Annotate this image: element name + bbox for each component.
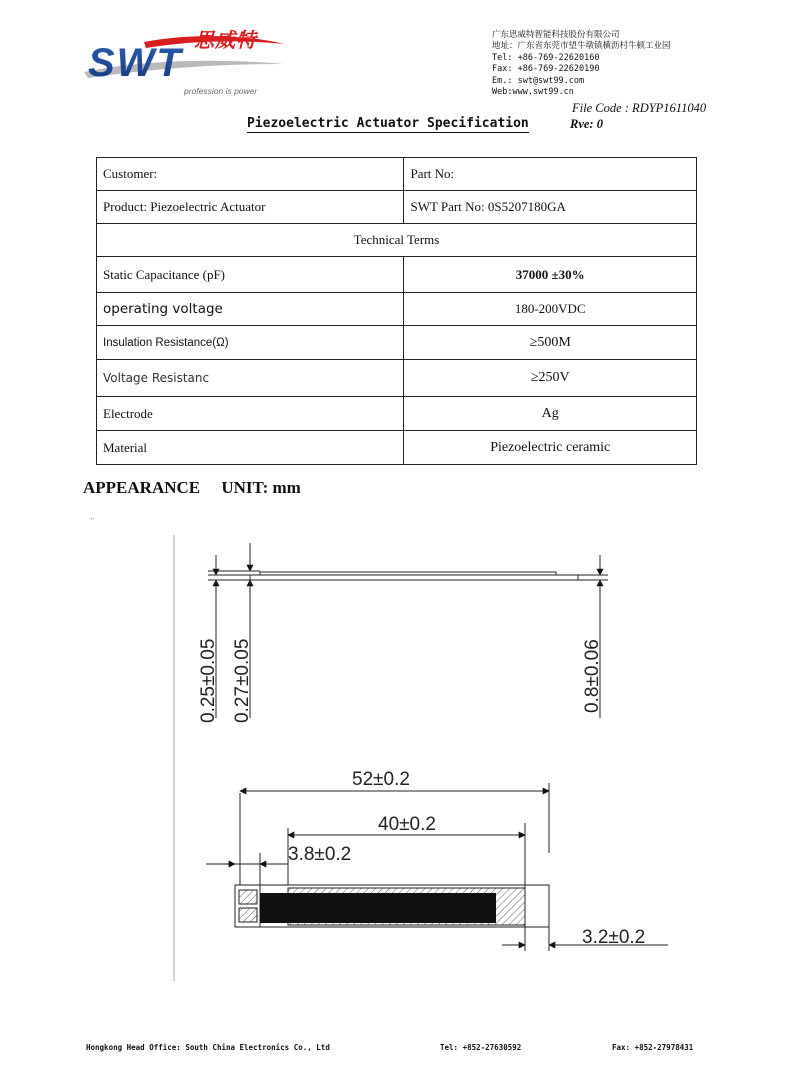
customer-label: Customer: (97, 158, 404, 191)
row-value: ≥500M (404, 326, 697, 360)
row-value: Piezoelectric ceramic (404, 431, 697, 465)
company-contact-block (492, 30, 671, 98)
table-row (97, 431, 697, 465)
company-web: Web:www.swt99.cn (492, 87, 574, 98)
dim-thickness-b: 0.27±0.05 (232, 638, 253, 723)
logo-letters: SWT (88, 41, 183, 85)
specification-table (96, 157, 697, 465)
top-view (206, 769, 668, 951)
dim-length-total: 52±0.2 (352, 769, 410, 790)
dim-end-thickness: 0.8±0.06 (582, 639, 603, 713)
footer-office: Hongkong Head Office: South China Electronics Co., Ltd (86, 1043, 330, 1052)
row-label: Static Capacitance (pF) (97, 257, 404, 293)
company-email: Em.: swt@swt99.com (492, 75, 585, 86)
file-code: File Code : RDYP1611040 (572, 101, 707, 115)
row-label: Voltage Resistanc (97, 360, 404, 397)
dimension-drawing (172, 533, 702, 983)
table-row (97, 326, 697, 360)
row-label: Material (97, 431, 404, 465)
row-value: 180-200VDC (404, 293, 697, 326)
dim-offset: 3.8±0.2 (288, 844, 352, 865)
footer-tel: Tel: +852-27630592 (440, 1043, 522, 1052)
dim-end-gap: 3.2±0.2 (582, 927, 646, 948)
company-address: 地址：广东省东莞市望牛墩镇横沥村牛顿工业园 (492, 41, 671, 52)
table-row (97, 224, 697, 257)
logo-tagline: profession is power (184, 86, 258, 96)
table-row (97, 293, 697, 326)
small-mark: " (91, 517, 94, 525)
footer-fax: Fax: +852-27978431 (612, 1043, 694, 1052)
revision: Rve: 0 (570, 117, 603, 131)
technical-terms-header: Technical Terms (97, 224, 697, 257)
row-value: ≥250V (404, 360, 697, 397)
dim-length-active: 40±0.2 (378, 814, 436, 835)
row-label: operating voltage (97, 293, 404, 326)
company-fax: Fax: +86-769-22620190 (492, 64, 600, 75)
table-row (97, 360, 697, 397)
company-logo (84, 24, 289, 100)
row-label: Insulation Resistance(Ω) (97, 326, 404, 360)
company-name: 广东思威特智能科技股份有限公司 (492, 30, 620, 40)
row-value: 37000 ±30% (404, 257, 697, 293)
row-value: Ag (404, 397, 697, 431)
table-row (97, 257, 697, 293)
table-row (97, 158, 697, 191)
part-no-label: Part No: (404, 158, 697, 191)
appearance-heading: APPEARANCE UNIT: mm (83, 478, 301, 497)
row-label: Electrode (97, 397, 404, 431)
swt-part-no: SWT Part No: 0S5207180GA (404, 191, 697, 224)
side-view (198, 543, 608, 723)
company-tel: Tel: +86-769-22620160 (492, 52, 600, 63)
document-title: Piezoelectric Actuator Specification (247, 116, 529, 131)
table-row (97, 191, 697, 224)
dim-thickness-a: 0.25±0.05 (198, 638, 219, 723)
table-row (97, 397, 697, 431)
product-label: Product: Piezoelectric Actuator (97, 191, 404, 224)
